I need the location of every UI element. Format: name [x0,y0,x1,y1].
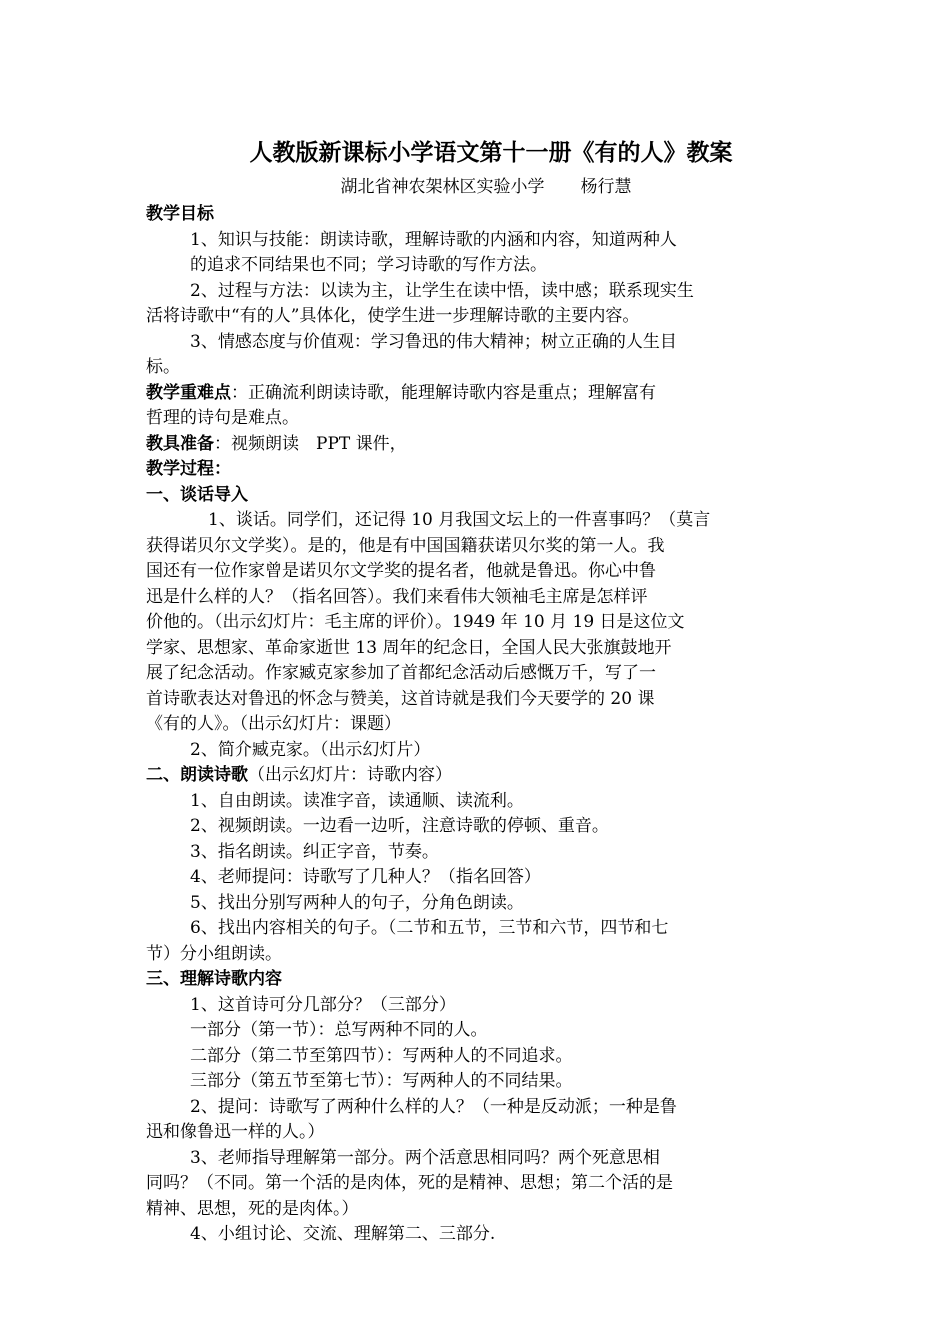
key-points [146,381,806,407]
section1-line: 《有的人》。（出示幻灯片：课题） [146,714,401,734]
materials-text: ：视频朗读 PPT 课件， [214,433,407,454]
section3-line: 一部分（第一节）：总写两种不同的人。 [190,1020,488,1040]
section1-line: 价他的。（出示幻灯片：毛主席的评价）。1949 年 10 月 19 日是这位文 [146,612,685,632]
section3-line: 4、小组讨论、交流、理解第二、三部分. [190,1224,496,1244]
section1-line: 获得诺贝尔文学奖）。是的，他是有中国国籍获诺贝尔奖的第一人。我 [146,535,665,556]
document-title: 人教版新课标小学语文第十一册《有的人》教案 [249,139,733,166]
process-heading: 教学过程： [146,459,231,479]
goal-line: 标。 [146,357,180,377]
goal-line: 3、情感态度与价值观：学习鲁迅的伟大精神；树立正确的人生目 [190,331,677,352]
materials-label: 教具准备 [146,433,214,454]
section1-line: 迅是什么样的人？（指名回答）。我们来看伟大领袖毛主席是怎样评 [146,586,648,607]
section3-line: 二部分（第二节至第四节）：写两种人的不同追求。 [190,1045,573,1066]
section1-line: 首诗歌表达对鲁迅的怀念与赞美，这首诗就是我们今天要学的 20 课 [146,688,655,709]
goal-line: 1、知识与技能：朗读诗歌，理解诗歌的内涵和内容，知道两种人 [190,229,677,250]
section3-line: 同吗？（不同。第一个活的是肉体，死的是精神、思想；第二个活的是 [146,1173,673,1193]
school-name: 湖北省神农架林区实验小学 [340,177,545,197]
goal-line: 活将诗歌中“有的人”具体化，使学生进一步理解诗歌的主要内容。 [146,306,640,326]
section1-line: 2、简介臧克家。（出示幻灯片） [190,739,431,760]
goals-heading: 教学目标 [146,204,214,224]
goal-line: 2、过程与方法：以读为主，让学生在读中悟，读中感；联系现实生 [190,280,694,301]
section2-line: 2、视频朗读。一边看一边听，注意诗歌的停顿、重音。 [190,816,609,836]
document-page [146,138,806,1248]
section2-heading: 二、朗读诗歌 [146,765,248,785]
goal-line: 的追求不同结果也不同；学习诗歌的写作方法。 [190,255,547,275]
section3-line: 迅和像鲁迅一样的人。） [146,1122,325,1142]
key-points-line: 哲理的诗句是难点。 [146,408,299,428]
section1-line: 1、谈话。同学们，还记得 10 月我国文坛上的一件喜事吗？（莫言 [208,510,711,530]
section2-line: 6、找出内容相关的句子。（二节和五节，三节和六节，四节和七 [190,918,669,938]
section1-line: 国还有一位作家曾是诺贝尔文学奖的提名者，他就是鲁迅。你心中鲁 [146,561,656,581]
section2-line: 4、老师提问：诗歌写了几种人？（指名回答） [190,867,541,887]
author-line [146,176,806,198]
section2-line: 5、找出分别写两种人的句子，分角色朗读。 [190,892,524,913]
key-points-text: ：正确流利朗读诗歌，能理解诗歌内容是重点；理解富有 [231,382,656,403]
section1-line: 学家、思想家、革命家逝世 13 周年的纪念日，全国人民大张旗鼓地开 [146,637,672,658]
section3-heading: 三、理解诗歌内容 [146,969,282,989]
section2-line: 1、自由朗读。读准字音，读通顺、读流利。 [190,790,524,811]
section3-line: 三部分（第五节至第七节）：写两种人的不同结果。 [190,1071,573,1091]
author-name: 杨行慧 [580,177,632,197]
section2-line: 节）分小组朗读。 [146,943,282,964]
section2-line: 3、指名朗读。纠正字音，节奏。 [190,841,439,862]
section3-line: 1、这首诗可分几部分？（三部分） [190,994,456,1015]
section3-line: 精神、思想，死的是肉体。） [146,1198,359,1219]
section2-heading-note: （出示幻灯片：诗歌内容） [248,765,452,785]
section3-line: 2、提问：诗歌写了两种什么样的人？（一种是反动派；一种是鲁 [190,1096,677,1117]
section1-line: 展了纪念活动。作家臧克家参加了首都纪念活动后感慨万千，写了一 [146,663,656,683]
section1-heading: 一、谈话导入 [146,484,248,505]
key-points-label: 教学重难点 [146,382,231,403]
materials [146,432,806,458]
section3-line: 3、老师指导理解第一部分。两个活意思相同吗？两个死意思相 [190,1147,660,1168]
section2-heading-row [146,763,806,789]
